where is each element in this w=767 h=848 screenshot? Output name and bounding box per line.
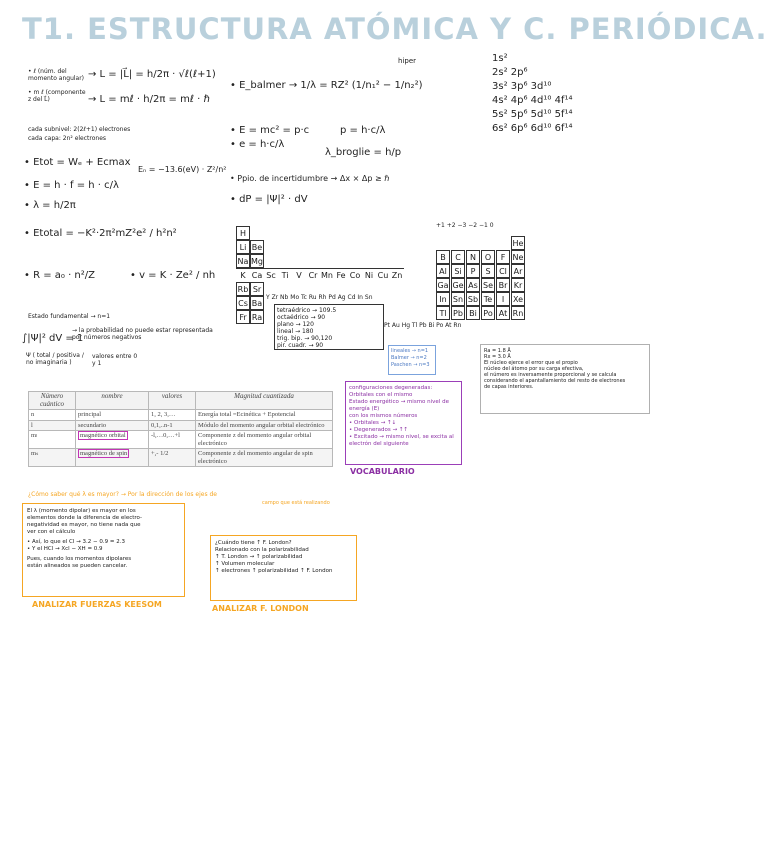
dp-eq: • dP = |Ψ|² · dV	[230, 194, 308, 205]
element-cell: Fr	[236, 310, 250, 324]
estado-fundamental: Estado fundamental → n=1	[28, 313, 111, 320]
keesom-box	[22, 503, 185, 597]
element-cell: Ni	[362, 268, 376, 282]
vocab-line: con los mismos números	[349, 413, 418, 419]
element-cell: Cs	[236, 296, 250, 310]
capa-note: cada capa: 2n² electrones	[28, 135, 107, 142]
element-cell: Be	[250, 240, 264, 254]
london-box	[210, 535, 357, 601]
element-cell: Sr	[250, 282, 264, 296]
table-cell: 1, 2, 3,…	[149, 410, 196, 421]
question-text: ¿Cómo saber qué λ es mayor? → Por la dirección de los ejes de	[28, 491, 217, 498]
element-cell: He	[511, 236, 525, 250]
lambda-eq: • λ = h/2π	[24, 200, 76, 211]
element-cell: Br	[496, 278, 510, 292]
table-cell: Energía total =Ecinética + Epotencial	[196, 410, 333, 421]
table-cell	[76, 449, 149, 467]
element-cell: Tl	[436, 306, 450, 320]
etot-kinetic: • Etot = Wₑ + Ecmax	[24, 157, 131, 168]
element-cell: H	[236, 226, 250, 240]
highlighted-cell: magnético de spin	[80, 450, 128, 457]
table-row	[29, 431, 333, 449]
element-cell: At	[496, 306, 510, 320]
heisenberg-eq: • Ppio. de incertidumbre → Δx × Δp ≥ ℏ	[230, 174, 390, 183]
radius-line: núcleo del átomo por su carga efectiva,	[484, 366, 584, 372]
radius-line: Ra = 1.8 Å	[484, 348, 511, 354]
element-cell: Ca	[250, 268, 264, 282]
element-cell: Ti	[278, 268, 292, 282]
london-line: ↑ T. London → ↑ polarizabilidad	[215, 554, 303, 560]
vocab-line: • Orbitales → ↑↓	[349, 420, 397, 426]
table-cell: principal	[76, 410, 149, 421]
geometry-notes	[274, 304, 384, 350]
element-cell: K	[236, 268, 250, 282]
table-row	[29, 420, 333, 431]
atomic-radius-box	[480, 344, 650, 414]
geometry-note: pir. cuadr. → 90	[277, 342, 324, 349]
radius-line: El núcleo ejerce el error que el propio	[484, 360, 578, 366]
radius-line: considerando el apantallamiento del resto de electrones	[484, 378, 626, 384]
vocabulary-caption: VOCABULARIO	[350, 467, 415, 476]
quantum-numbers-table	[28, 391, 333, 467]
row5-tail: Y Zr Nb Mo Tc Ru Rh Pd Ag Cd In Sn	[266, 294, 373, 301]
element-cell: O	[481, 250, 495, 264]
radius-line: Rx = 3.0 Å	[484, 354, 511, 360]
keesom-line: • Así, lo que el Cl → 3.2 − 0.9 = 2.3	[27, 539, 125, 545]
table-header: nombre	[76, 392, 149, 410]
table-cell: mₛ	[29, 449, 76, 467]
vocab-line: • Excitado → mismo nivel, se excita al	[349, 434, 454, 440]
element-cell: Ge	[451, 278, 465, 292]
vocab-line: • Degenerados → ↑↑	[349, 427, 409, 433]
row6-tail: Pt Au Hg Tl Pb Bi Po At Rn	[384, 322, 462, 329]
table-cell: 0,1,..n-1	[149, 420, 196, 431]
l-equation: → L = |L⃗| = h/2π · √ℓ(ℓ+1)	[88, 69, 216, 80]
m-equation: → L = mℓ · h/2π = mℓ · ℏ	[88, 94, 210, 105]
element-cell: Ar	[511, 264, 525, 278]
element-cell: P	[466, 264, 480, 278]
periodic-table	[236, 222, 542, 352]
element-cell: S	[481, 264, 495, 278]
side-note: hiper	[398, 57, 417, 65]
element-cell: B	[436, 250, 450, 264]
orbital-row: 5s² 5p⁶ 5d¹⁰ 5f¹⁴	[492, 109, 573, 120]
table-row	[29, 410, 333, 421]
element-cell: Ne	[511, 250, 525, 264]
geometry-note: tetraédrico → 109.5	[277, 307, 337, 314]
vocab-line: Estado energético → mismo nivel de energía (E)	[349, 399, 449, 412]
element-cell: Kr	[511, 278, 525, 292]
prob-note: → la probabilidad no puede estar representada por números negativos	[72, 327, 213, 341]
element-cell: Zn	[390, 268, 404, 282]
question-text-2: campo que está realizando	[262, 500, 330, 506]
radius-line: el número es inversamente proporcional y se calcula	[484, 372, 617, 378]
keesom-line: negatividad es mayor, no tiene nada que	[27, 522, 141, 528]
prob-integral: ∫|Ψ|² dV = 1	[22, 333, 84, 344]
page-title: T1. ESTRUCTURA ATÓMICA Y C. PERIÓDICA.	[22, 12, 767, 46]
london-line: ↑ Volumen molecular	[215, 561, 275, 567]
table-cell: +,- 1/2	[149, 449, 196, 467]
vocab-line: electrón del siguiente	[349, 441, 409, 447]
highlighted-cell: magnético orbital	[80, 432, 126, 439]
element-cell: Bi	[466, 306, 480, 320]
orbital-row: 4s² 4p⁶ 4d¹⁰ 4f¹⁴	[492, 95, 573, 106]
radius-eq: • R = a₀ · n²/Z	[24, 270, 96, 281]
element-cell: Na	[236, 254, 250, 268]
london-line: ¿Cuándo tiene ↑ F. London?	[215, 540, 292, 546]
oxidation-states: +1 +2 −3 −2 −1 0	[436, 222, 494, 229]
element-cell: Te	[481, 292, 495, 306]
table-header: Número cuántico	[29, 392, 76, 410]
table-cell: -l,…0,…+l	[149, 431, 196, 449]
geometry-note: trig. bip. → 90,120	[277, 335, 333, 342]
spectral-series-box	[388, 345, 436, 375]
element-cell: V	[292, 268, 306, 282]
keesom-line: • Y el HCl → Xcl − XH = 0.9	[27, 546, 103, 552]
table-cell: Componente z del momento angular de spin electrónico	[196, 449, 333, 467]
element-cell: C	[451, 250, 465, 264]
keesom-line: ver con el cálculo	[27, 529, 76, 535]
element-cell: Al	[436, 264, 450, 278]
element-cell: Rb	[236, 282, 250, 296]
psi-note: Ψ ( total / positiva / no imaginaria )	[26, 352, 84, 366]
etotal-eq: • Etotal = −K²·2π²mZ²e² / h²n²	[24, 228, 177, 239]
keesom-line: El λ (momento dipolar) es mayor en los	[27, 508, 136, 514]
element-cell: Po	[481, 306, 495, 320]
table-cell: secundario	[76, 420, 149, 431]
table-cell: l	[29, 420, 76, 431]
element-cell: N	[466, 250, 480, 264]
subnivel-note: cada subnivel: 2(2ℓ+1) electrones	[28, 126, 131, 133]
geometry-note: plano → 120	[277, 321, 314, 328]
m-label: • m ℓ (componente z del L⃗)	[28, 89, 86, 103]
broglie-eq: p = h·c/λ	[340, 125, 386, 136]
orbital-row: 6s² 6p⁶ 6d¹⁰ 6f¹⁴	[492, 123, 573, 134]
table-cell: mₗ	[29, 431, 76, 449]
element-cell: Sb	[466, 292, 480, 306]
element-cell: Fe	[334, 268, 348, 282]
geometry-note: octaédrico → 90	[277, 314, 326, 321]
element-cell: Cl	[496, 264, 510, 278]
element-cell: Se	[481, 278, 495, 292]
table-header: valores	[149, 392, 196, 410]
london-caption: ANALIZAR F. LONDON	[212, 604, 309, 613]
element-cell: Ra	[250, 310, 264, 324]
table-header: Magnitud cuantizada	[196, 392, 333, 410]
geometry-note: lineal → 180	[277, 328, 314, 335]
element-cell: Sc	[264, 268, 278, 282]
table-header-row	[29, 392, 333, 410]
element-cell: Co	[348, 268, 362, 282]
element-cell: Ga	[436, 278, 450, 292]
vocab-line: Orbitales con el mismo	[349, 392, 413, 398]
series-line: Paschen → n=3	[391, 362, 430, 368]
london-line: Relacionado con la polarizabilidad	[215, 547, 309, 553]
table-cell: Componente z del momento angular orbital electrónico	[196, 431, 333, 449]
series-line: Balmer → n=2	[391, 355, 427, 361]
element-cell: Rn	[511, 306, 525, 320]
balmer-eq: • E_balmer → 1/λ = RZ² (1/n₁² − 1/n₂²)	[230, 80, 423, 91]
element-cell: Xe	[511, 292, 525, 306]
element-cell: Mg	[250, 254, 264, 268]
keesom-line: elementos donde la diferencia de electro-	[27, 515, 142, 521]
element-cell: As	[466, 278, 480, 292]
series-line: lineales → n=1	[391, 348, 429, 354]
table-cell	[76, 431, 149, 449]
element-cell: Cr	[306, 268, 320, 282]
element-cell: Ba	[250, 296, 264, 310]
orbital-row: 3s² 3p⁶ 3d¹⁰	[492, 81, 552, 92]
radius-line: de capas interiores.	[484, 384, 534, 390]
orbital-order	[492, 52, 572, 136]
element-cell: Pb	[451, 306, 465, 320]
lambda-broglie-eq: λ_broglie = h/p	[325, 147, 402, 158]
keesom-caption: ANALIZAR FUERZAS KEESOM	[32, 600, 162, 609]
vocabulary-box	[345, 381, 462, 465]
keesom-line: están alineados se pueden cancelar.	[27, 563, 128, 569]
ehc-eq: • e = h·c/λ	[230, 139, 285, 150]
emc-eq: • E = mc² = p·c	[230, 125, 310, 136]
element-cell: Li	[236, 240, 250, 254]
element-cell: Mn	[320, 268, 334, 282]
london-line: ↑ electrones ↑ polarizabilidad ↑ F. London	[215, 568, 333, 574]
photon-energy: • E = h · f = h · c/λ	[24, 180, 119, 191]
element-cell: In	[436, 292, 450, 306]
velocity-eq: • v = K · Ze² / nh	[130, 270, 216, 281]
vocab-line: configuraciones degeneradas:	[349, 385, 433, 391]
element-cell: Cu	[376, 268, 390, 282]
psi-note-2: valores entre 0 y 1	[92, 353, 138, 367]
table-cell: n	[29, 410, 76, 421]
l-label: • ℓ (núm. del momento angular)	[28, 68, 85, 82]
rydberg-energy: Eₙ = −13.6(eV) · Z²/n²	[138, 165, 227, 174]
table-row	[29, 449, 333, 467]
element-cell: Sn	[451, 292, 465, 306]
element-cell: I	[496, 292, 510, 306]
keesom-line: Pues, cuando los momentos dipolares	[27, 556, 132, 562]
element-cell: Si	[451, 264, 465, 278]
orbital-row: 1s²	[492, 53, 508, 64]
orbital-row: 2s² 2p⁶	[492, 67, 528, 78]
table-cell: Módulo del momento angular orbital electrónico	[196, 420, 333, 431]
element-cell: F	[496, 250, 510, 264]
